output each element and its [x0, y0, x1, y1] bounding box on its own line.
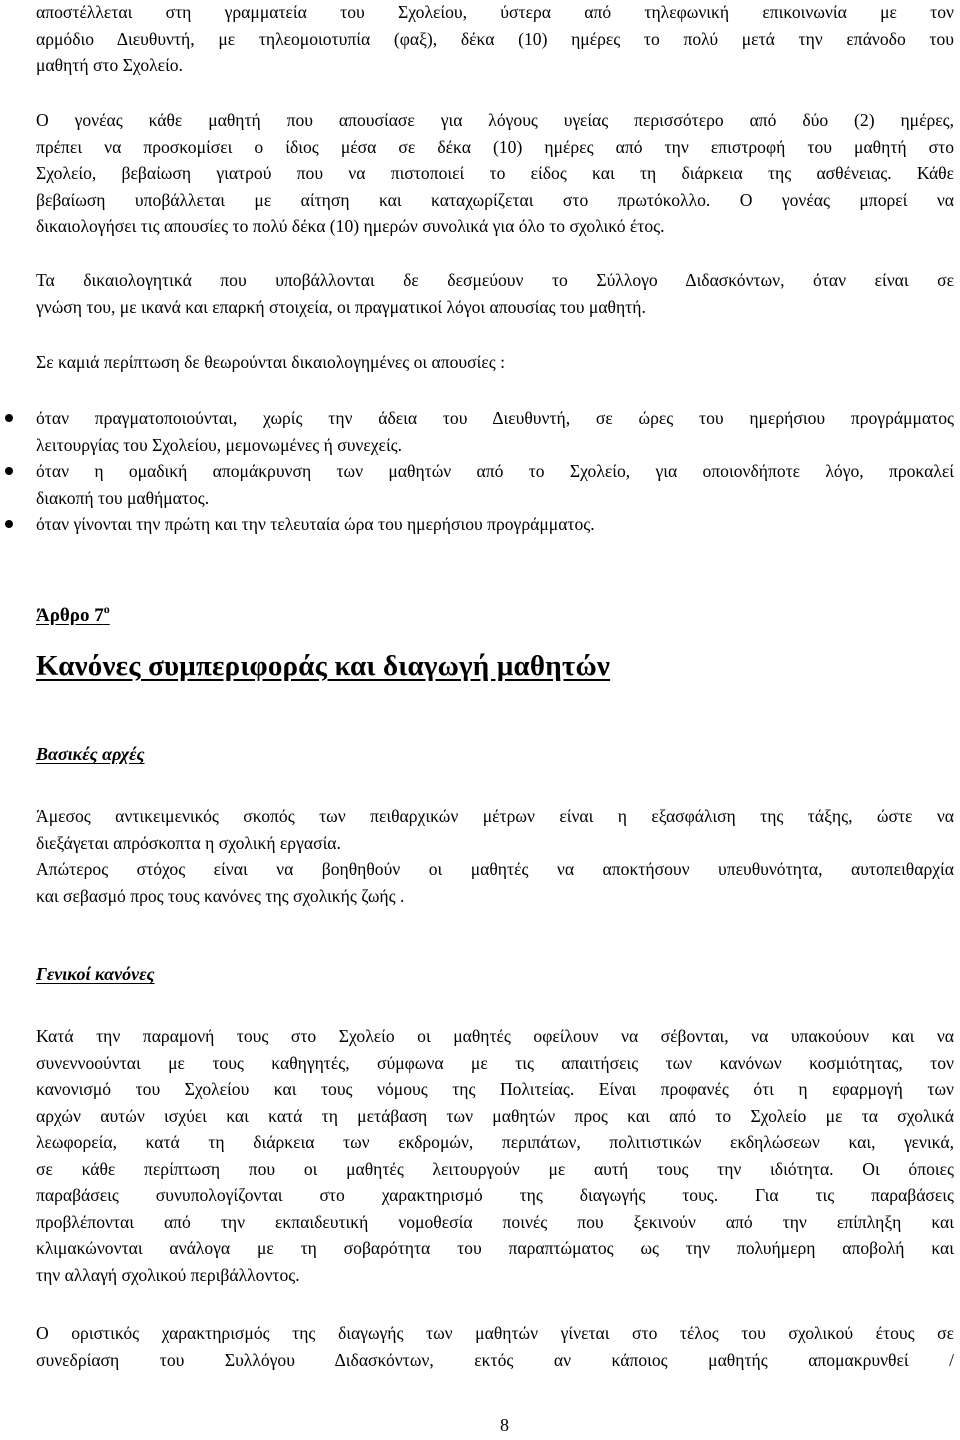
text-line: πρέπει να προσκομίσει ο ίδιος μέσα σε δέκα (10) ημέρες από την επιστροφή του μαθητή στο	[36, 136, 954, 157]
text-line: Σε καμιά περίπτωση δε θεωρούνται δικαιολογημένες οι απουσίες :	[36, 352, 505, 372]
unjustified-intro	[36, 349, 954, 376]
final-characterization-paragraph	[36, 1320, 954, 1373]
text-line: Σχολείο, βεβαίωση γιατρού που να πιστοποιεί το είδος και τη διάρκεια της ασθένειας. Κάθε	[36, 163, 954, 183]
unjustified-list	[36, 405, 954, 538]
section-heading-general-rules: Γενικοί κανόνες	[36, 964, 155, 984]
list-item	[36, 458, 954, 511]
text-line: κλιμακώνονται ανάλογα με τη σοβαρότητα του παραπτώματος ως την πολυήμερη αποβολή και	[36, 1238, 954, 1258]
text-line: γνώση του, με ικανά και επαρκή στοιχεία, οι πραγματικοί λόγοι απουσίας του μαθητή.	[36, 296, 646, 317]
text-line: όταν η ομαδική απομάκρυνση των μαθητών από το Σχολείο, για οποιονδήποτε λόγο, προκαλεί	[36, 461, 954, 481]
documents-paragraph	[36, 267, 954, 320]
text-line: κανονισμό του Σχολείου και τους νόμους της Πολιτείας. Είναι προφανές ότι η εφαρμογή των	[36, 1079, 954, 1099]
bullet-icon	[5, 467, 13, 475]
text-line: αρμόδιο Διευθυντή, με τηλεομοιοτυπία (φαξ), δέκα (10) ημέρες το πολύ μετά την επάνοδο του	[36, 28, 954, 49]
document-page	[36, 0, 954, 1440]
text-line: και σεβασμό προς τους κανόνες της σχολικής ζωής .	[36, 885, 405, 906]
text-line: όταν γίνονται την πρώτη και την τελευταία ώρα του ημερήσιου προγράμματος.	[36, 514, 595, 534]
text-line: διεξάγεται απρόσκοπτα η σχολική εργασία.	[36, 832, 341, 853]
text-line: Τα δικαιολογητικά που υποβάλλονται δε δεσμεύουν το Σύλλογο Διδασκόντων, όταν είναι σε	[36, 270, 954, 290]
text-line: λεωφορεία, κατά τη διάρκεια των εκδρομών, περιπάτων, πολιτιστικών εκδηλώσεων και, γενικά,	[36, 1132, 954, 1152]
text-line: Κατά την παραμονή τους στο Σχολείο οι μαθητές οφείλουν να σέβονται, να υπακούουν και να	[36, 1026, 954, 1046]
text-line: όταν πραγματοποιούνται, χωρίς την άδεια του Διευθυντή, σε ώρες του ημερήσιου προγράμματος	[36, 408, 954, 428]
basic-principles-paragraph	[36, 803, 954, 909]
text-line: δικαιολογήσει τις απουσίες το πολύ δέκα (10) ημερών συνολικά για όλο το σχολικό έτος.	[36, 216, 665, 236]
intro-paragraph	[36, 0, 954, 79]
bullet-icon	[5, 414, 13, 422]
text-line: αρχών αυτών ισχύει και κατά τη μετάβαση των μαθητών προς και από το Σχολείο με τα σχολικά	[36, 1105, 954, 1126]
health-absence-paragraph	[36, 107, 954, 240]
text-line: Άμεσος αντικειμενικός σκοπός των πειθαρχικών μέτρων είναι η εξασφάλιση της τάξης, ώστε να	[36, 806, 954, 826]
article-label: Άρθρο 7	[36, 605, 104, 626]
list-item	[36, 511, 954, 538]
text-line: διακοπή του μαθήματος.	[36, 487, 210, 508]
article-superscript: ο	[103, 602, 110, 616]
page-number: 8	[500, 1415, 509, 1435]
text-line: την αλλαγή σχολικού περιβάλλοντος.	[36, 1264, 300, 1285]
text-line: Ο γονέας κάθε μαθητή που απουσίασε για λόγους υγείας περισσότερο από δύο (2) ημέρες,	[36, 110, 954, 130]
text-line: προβλέπονται από την εκπαιδευτική νομοθεσία ποινές που ξεκινούν από την επίπληξη και	[36, 1211, 954, 1232]
bullet-icon	[5, 520, 13, 528]
text-line: Ο οριστικός χαρακτηρισμός της διαγωγής των μαθητών γίνεται στο τέλος του σχολικού έτους σε	[36, 1323, 954, 1343]
text-line: συνεδρίαση του Συλλόγου Διδασκόντων, εκτός αν κάποιος μαθητής απομακρυνθεί /	[36, 1349, 954, 1370]
text-line: μαθητή στο Σχολείο.	[36, 55, 184, 75]
article-heading	[36, 602, 110, 627]
text-line: αποστέλλεται στη γραμματεία του Σχολείου, ύστερα από τηλεφωνική επικοινωνία με τον	[36, 2, 954, 22]
text-line: συνεννοούνται με τους καθηγητές, σύμφωνα με τις απαιτήσεις των κανόνων κοσμιότητας, τον	[36, 1052, 954, 1073]
general-rules-paragraph	[36, 1023, 954, 1288]
section-heading-basic-principles: Βασικές αρχές	[36, 744, 145, 764]
list-item	[36, 405, 954, 458]
text-line: βεβαίωση υποβάλλεται με αίτηση και καταχωρίζεται στο πρωτόκολλο. Ο γονέας μπορεί να	[36, 189, 954, 210]
page-title: Κανόνες συμπεριφοράς και διαγωγή μαθητών	[36, 650, 611, 682]
text-line: παραβάσεις συνυπολογίζονται στο χαρακτηρισμό της διαγωγής τους. Για τις παραβάσεις	[36, 1185, 954, 1205]
text-line: λειτουργίας του Σχολείου, μεμονωμένες ή συνεχείς.	[36, 434, 403, 455]
text-line: Απώτερος στόχος είναι να βοηθηθούν οι μαθητές να αποκτήσουν υπευθυνότητα, αυτοπειθαρχία	[36, 859, 954, 879]
text-line: σε κάθε περίπτωση που οι μαθητές λειτουργούν με αυτή τους την ιδιότητα. Οι όποιες	[36, 1158, 954, 1179]
